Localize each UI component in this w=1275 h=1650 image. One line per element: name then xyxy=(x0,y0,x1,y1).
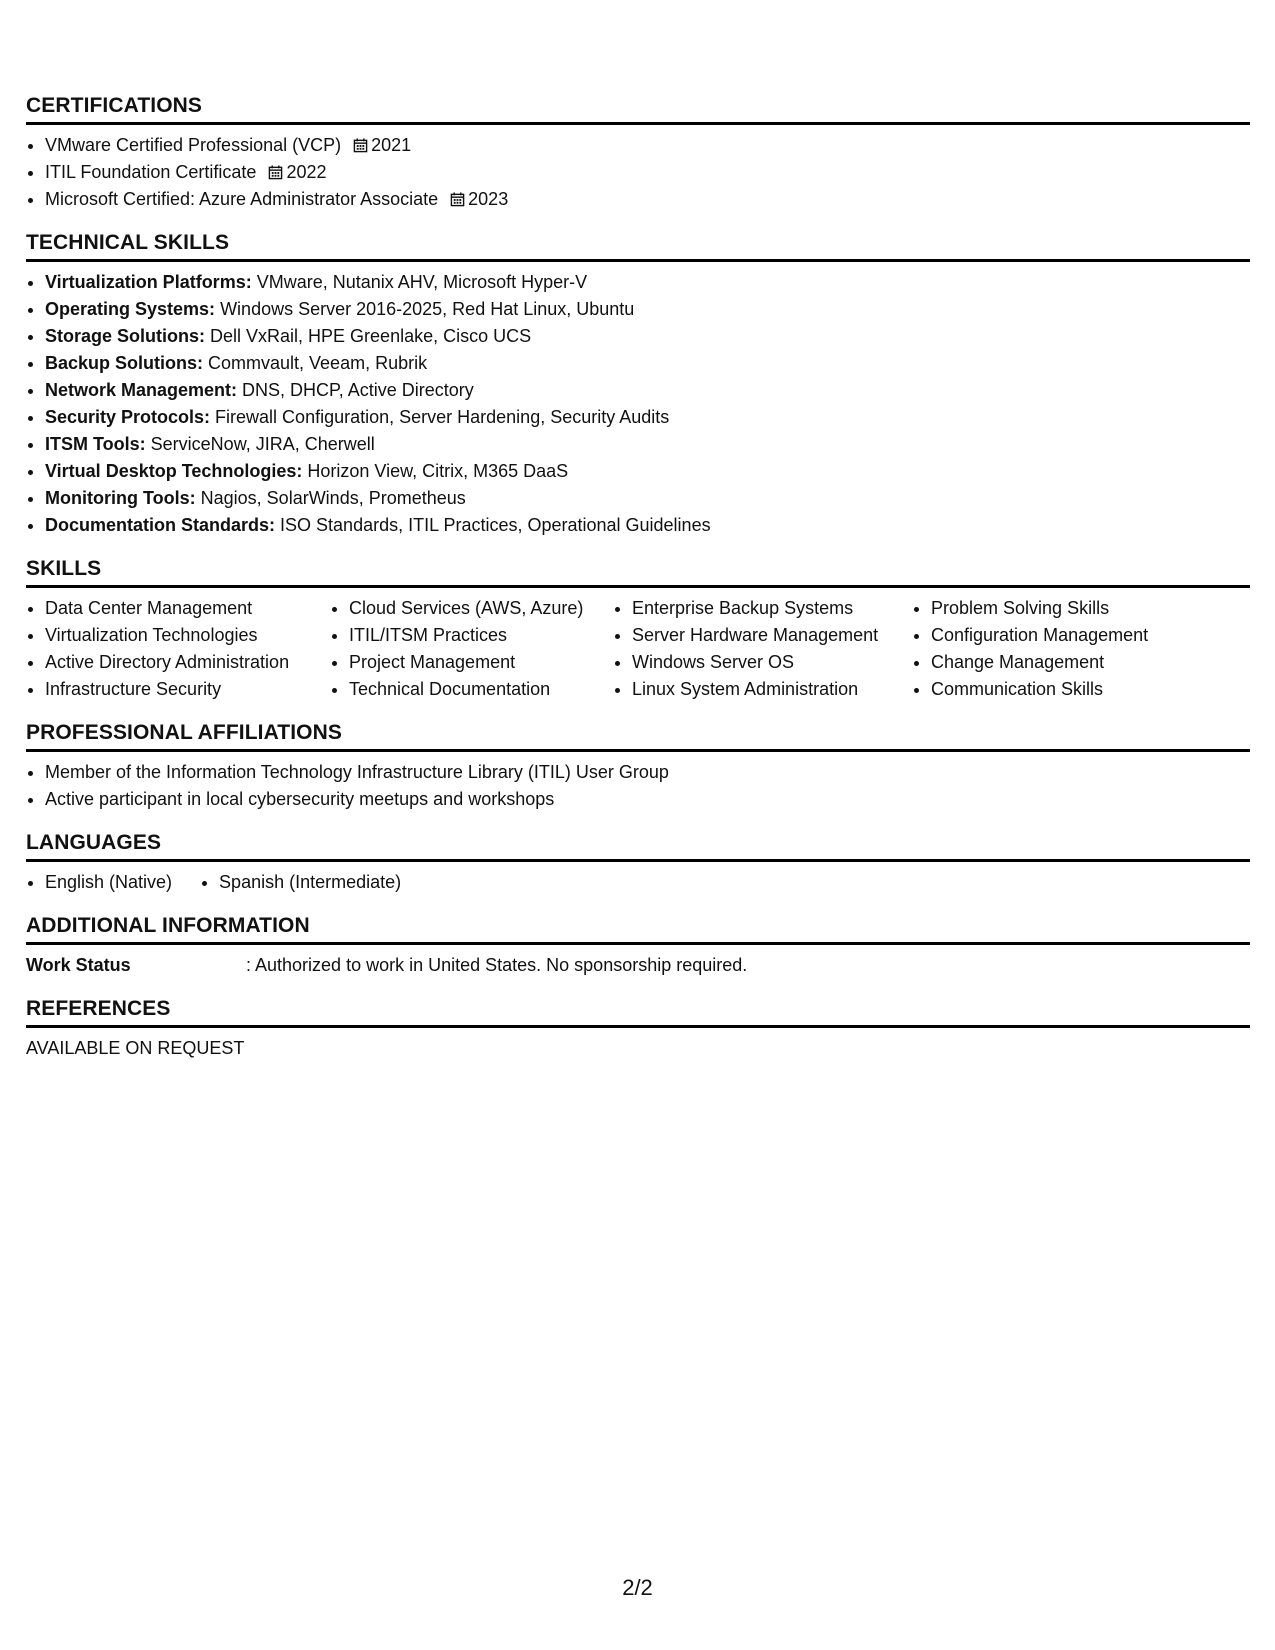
additional-info-section xyxy=(26,914,1250,979)
list-item: • Active participant in local cybersecurity meetups and workshops xyxy=(45,786,1250,813)
list-item: • Cloud Services (AWS, Azure) xyxy=(349,595,613,622)
language-list xyxy=(200,869,401,896)
language-item: • English (Native) xyxy=(45,869,172,896)
skill-label: ITSM Tools: xyxy=(45,434,146,454)
skills-column xyxy=(613,595,912,703)
list-item: • Windows Server OS xyxy=(632,649,912,676)
list-item: • Configuration Management xyxy=(931,622,1232,649)
skill-value: Horizon View, Citrix, M365 DaaS xyxy=(302,461,569,481)
calendar-icon xyxy=(268,165,283,180)
references-section xyxy=(26,997,1250,1062)
certification-name: Microsoft Certified: Azure Administrator Associate xyxy=(45,189,439,209)
skill-value: Dell VxRail, HPE Greenlake, Cisco UCS xyxy=(205,326,532,346)
skills-grid xyxy=(26,595,1250,703)
skill-label: Backup Solutions: xyxy=(45,353,204,373)
affiliations-list xyxy=(26,759,1250,813)
list-item: • Communication Skills xyxy=(931,676,1232,703)
skills-column xyxy=(26,595,330,703)
languages-section xyxy=(26,831,1250,896)
skill-label: Security Protocols: xyxy=(45,407,211,427)
language-list xyxy=(26,869,172,896)
skill-label: Monitoring Tools: xyxy=(45,488,196,508)
skills-section xyxy=(26,557,1250,703)
work-status-label: Work Status xyxy=(26,955,131,975)
skill-value: DNS, DHCP, Active Directory xyxy=(237,380,474,400)
skill-value: ISO Standards, ITIL Practices, Operational Guidelines xyxy=(275,515,711,535)
list-item xyxy=(45,350,1250,377)
section-title-additional-info: ADDITIONAL INFORMATION xyxy=(26,914,1250,945)
language-item: • Spanish (Intermediate) xyxy=(219,869,401,896)
skill-label: Network Management: xyxy=(45,380,238,400)
list-item: • Data Center Management xyxy=(45,595,330,622)
page-number: 2/2 xyxy=(622,1575,653,1600)
section-title-technical-skills: TECHNICAL SKILLS xyxy=(26,231,1250,262)
list-item: • Problem Solving Skills xyxy=(931,595,1232,622)
work-status-row xyxy=(26,952,1250,979)
list-item: • Project Management xyxy=(349,649,613,676)
affiliations-section xyxy=(26,721,1250,813)
certifications-section xyxy=(26,94,1250,213)
list-item xyxy=(45,159,1250,186)
calendar-icon xyxy=(450,192,465,207)
list-item xyxy=(45,323,1250,350)
list-item: • Virtualization Technologies xyxy=(45,622,330,649)
list-item xyxy=(45,512,1250,539)
technical-skills-section xyxy=(26,231,1250,539)
section-title-languages: LANGUAGES xyxy=(26,831,1250,862)
certification-year: 2022 xyxy=(286,162,327,182)
section-title-skills: SKILLS xyxy=(26,557,1250,588)
list-item xyxy=(45,431,1250,458)
references-text: AVAILABLE ON REQUEST xyxy=(26,1038,245,1058)
list-item xyxy=(45,377,1250,404)
skill-label: Storage Solutions: xyxy=(45,326,206,346)
skill-label: Operating Systems: xyxy=(45,299,216,319)
list-item xyxy=(45,269,1250,296)
skills-column xyxy=(912,595,1232,703)
technical-skills-list xyxy=(26,269,1250,539)
list-item: • Server Hardware Management xyxy=(632,622,912,649)
skills-column xyxy=(330,595,613,703)
certification-year: 2021 xyxy=(371,135,412,155)
list-item xyxy=(45,485,1250,512)
list-item xyxy=(45,404,1250,431)
certification-year: 2023 xyxy=(468,189,509,209)
list-item: • ITIL/ITSM Practices xyxy=(349,622,613,649)
certification-name: VMware Certified Professional (VCP) xyxy=(45,135,342,155)
list-item: • Member of the Information Technology Infrastructure Library (ITIL) User Group xyxy=(45,759,1250,786)
list-item xyxy=(45,132,1250,159)
skill-value: Commvault, Veeam, Rubrik xyxy=(203,353,428,373)
list-item: • Infrastructure Security xyxy=(45,676,330,703)
skill-label: Virtualization Platforms: xyxy=(45,272,252,292)
skill-value: ServiceNow, JIRA, Cherwell xyxy=(145,434,375,454)
list-item: • Change Management xyxy=(931,649,1232,676)
skill-value: Nagios, SolarWinds, Prometheus xyxy=(195,488,466,508)
list-item xyxy=(45,186,1250,213)
resume-page xyxy=(26,94,1250,1080)
section-title-affiliations: PROFESSIONAL AFFILIATIONS xyxy=(26,721,1250,752)
skill-label: Documentation Standards: xyxy=(45,515,276,535)
list-item xyxy=(45,458,1250,485)
skill-label: Virtual Desktop Technologies: xyxy=(45,461,303,481)
list-item: • Linux System Administration xyxy=(632,676,912,703)
list-item: • Active Directory Administration xyxy=(45,649,330,676)
languages-row xyxy=(26,869,1250,896)
section-title-certifications: CERTIFICATIONS xyxy=(26,94,1250,125)
certification-name: ITIL Foundation Certificate xyxy=(45,162,257,182)
skill-value: VMware, Nutanix AHV, Microsoft Hyper-V xyxy=(251,272,588,292)
calendar-icon xyxy=(353,138,368,153)
work-status-value: : Authorized to work in United States. No sponsorship required. xyxy=(246,955,748,975)
certifications-list xyxy=(26,132,1250,213)
list-item: • Technical Documentation xyxy=(349,676,613,703)
list-item xyxy=(45,296,1250,323)
list-item: • Enterprise Backup Systems xyxy=(632,595,912,622)
section-title-references: REFERENCES xyxy=(26,997,1250,1028)
skill-value: Windows Server 2016-2025, Red Hat Linux, Ubuntu xyxy=(215,299,635,319)
skill-value: Firewall Configuration, Server Hardening, Security Audits xyxy=(210,407,670,427)
